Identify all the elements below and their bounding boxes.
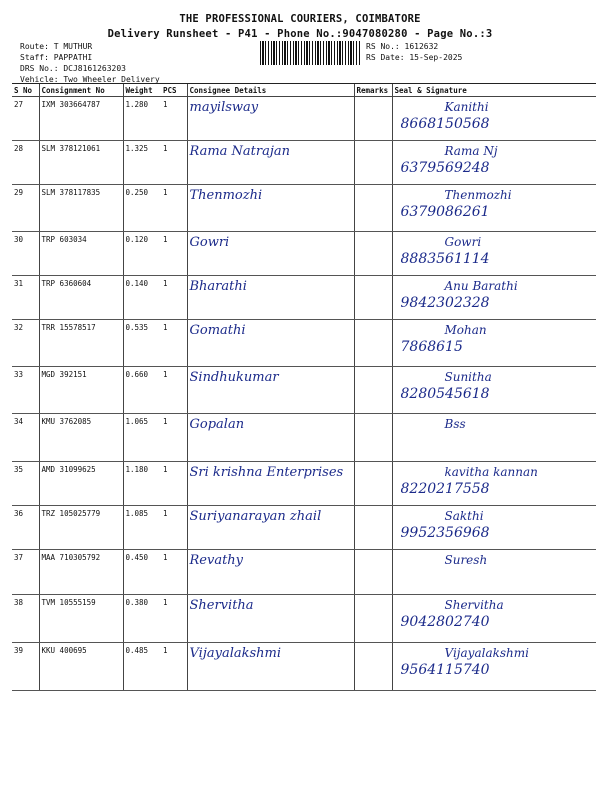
pcs-cell: 1: [161, 550, 187, 595]
consignee-handwriting: Sindhukumar: [189, 370, 279, 385]
remarks-cell: [354, 367, 392, 414]
consignment-cell: TRZ 105025779: [39, 506, 123, 550]
consignment-cell: SLM 378117835: [39, 185, 123, 232]
rs-date-text: RS Date: 15-Sep-2025: [366, 53, 463, 62]
signature-phone: 7868615: [400, 339, 463, 355]
runsheet-title: Delivery Runsheet - P41 - Phone No.:9047080280 - Page No.:3: [107, 28, 493, 40]
table-header-row: [12, 84, 596, 97]
col-pcs: PCS: [161, 84, 187, 97]
signature-handwriting: Thenmozhi: [444, 188, 512, 202]
pcs-cell: 1: [161, 232, 187, 276]
table-row: [12, 276, 596, 320]
consignment-cell: TRP 603034: [39, 232, 123, 276]
remarks-cell: [354, 185, 392, 232]
consignee-cell: [187, 276, 354, 320]
col-remarks: Remarks: [354, 84, 392, 97]
consignee-cell: [187, 506, 354, 550]
signature-cell: [392, 550, 596, 595]
table-row: [12, 595, 596, 643]
col-consignment: Consignment No: [39, 84, 123, 97]
consignee-cell: [187, 643, 354, 691]
consignment-cell: MAA 710305792: [39, 550, 123, 595]
signature-handwriting: Anu Barathi: [444, 279, 518, 293]
signature-phone: 8883561114: [400, 251, 490, 267]
consignment-cell: IXM 303664787: [39, 97, 123, 141]
consignee-handwriting: Sri krishna Enterprises: [189, 465, 344, 480]
table-row: [12, 414, 596, 462]
consignment-cell: TVM 10555159: [39, 595, 123, 643]
drs-text: DRS No.: DCJ8161263203: [20, 64, 126, 73]
table-row: [12, 550, 596, 595]
remarks-cell: [354, 550, 392, 595]
weight-cell: 0.120: [123, 232, 161, 276]
col-seal-signature: Seal & Signature: [392, 84, 596, 97]
consignee-handwriting: Bharathi: [189, 279, 247, 294]
pcs-cell: 1: [161, 276, 187, 320]
consignee-handwriting: Revathy: [189, 553, 244, 568]
signature-phone: 8220217558: [400, 481, 490, 497]
remarks-cell: [354, 320, 392, 367]
consignee-cell: [187, 185, 354, 232]
signature-handwriting: Gowri: [444, 235, 482, 249]
signature-phone: 6379569248: [400, 160, 490, 176]
sno-cell: 32: [12, 320, 39, 367]
pcs-cell: 1: [161, 506, 187, 550]
table-row: [12, 367, 596, 414]
weight-cell: 0.660: [123, 367, 161, 414]
weight-cell: 1.325: [123, 141, 161, 185]
signature-handwriting: kavitha kannan: [444, 465, 538, 479]
pcs-cell: 1: [161, 462, 187, 506]
sno-cell: 30: [12, 232, 39, 276]
consignee-cell: [187, 550, 354, 595]
table-row: [12, 506, 596, 550]
remarks-cell: [354, 276, 392, 320]
remarks-cell: [354, 232, 392, 276]
consignment-cell: AMD 31099625: [39, 462, 123, 506]
signature-cell: [392, 232, 596, 276]
consignment-cell: KKU 400695: [39, 643, 123, 691]
table-row: [12, 320, 596, 367]
meta-right: [366, 41, 462, 63]
table-row: [12, 462, 596, 506]
signature-cell: [392, 320, 596, 367]
meta-left: [20, 41, 160, 85]
weight-cell: 0.140: [123, 276, 161, 320]
pcs-cell: 1: [161, 141, 187, 185]
consignment-cell: SLM 378121061: [39, 141, 123, 185]
weight-cell: 1.065: [123, 414, 161, 462]
table-row: [12, 97, 596, 141]
vehicle-text: Vehicle: Two Wheeler Delivery: [20, 75, 160, 84]
remarks-cell: [354, 506, 392, 550]
pcs-cell: 1: [161, 414, 187, 462]
sno-cell: 27: [12, 97, 39, 141]
consignee-handwriting: Gomathi: [189, 323, 246, 338]
pcs-cell: 1: [161, 97, 187, 141]
consignee-cell: [187, 414, 354, 462]
staff-text: Staff: PAPPATHI: [20, 53, 93, 62]
signature-handwriting: Vijayalakshmi: [444, 646, 529, 660]
consignee-cell: [187, 141, 354, 185]
consignee-handwriting: Thenmozhi: [189, 188, 263, 203]
table-row: [12, 141, 596, 185]
sno-cell: 33: [12, 367, 39, 414]
consignment-cell: MGD 392151: [39, 367, 123, 414]
sno-cell: 28: [12, 141, 39, 185]
signature-phone: 9952356968: [400, 525, 490, 541]
consignee-handwriting: Gopalan: [189, 417, 245, 432]
signature-phone: 8280545618: [400, 386, 490, 402]
signature-handwriting: Sunitha: [444, 370, 492, 384]
weight-cell: 0.535: [123, 320, 161, 367]
sno-cell: 31: [12, 276, 39, 320]
signature-cell: [392, 97, 596, 141]
consignee-cell: [187, 367, 354, 414]
signature-phone: 9564115740: [400, 662, 490, 678]
company-title: THE PROFESSIONAL COURIERS, COIMBATORE: [179, 13, 421, 25]
signature-cell: [392, 185, 596, 232]
signature-cell: [392, 595, 596, 643]
pcs-cell: 1: [161, 320, 187, 367]
signature-phone: 6379086261: [400, 204, 490, 220]
consignee-cell: [187, 232, 354, 276]
signature-cell: [392, 367, 596, 414]
signature-handwriting: Mohan: [444, 323, 487, 337]
rs-no-text: RS No.: 1612632: [366, 42, 439, 51]
weight-cell: 0.380: [123, 595, 161, 643]
signature-handwriting: Rama Nj: [444, 144, 498, 158]
consignee-handwriting: Rama Natrajan: [189, 144, 291, 159]
consignment-cell: TRP 6360604: [39, 276, 123, 320]
table-row: [12, 643, 596, 691]
consignment-cell: KMU 3762085: [39, 414, 123, 462]
route-text: Route: T MUTHUR: [20, 42, 93, 51]
remarks-cell: [354, 643, 392, 691]
pcs-cell: 1: [161, 367, 187, 414]
sno-cell: 29: [12, 185, 39, 232]
remarks-cell: [354, 141, 392, 185]
consignment-cell: TRR 15578517: [39, 320, 123, 367]
remarks-cell: [354, 595, 392, 643]
signature-cell: [392, 643, 596, 691]
barcode: [260, 41, 360, 65]
consignee-handwriting: Gowri: [189, 235, 230, 250]
pcs-cell: 1: [161, 185, 187, 232]
sno-cell: 34: [12, 414, 39, 462]
signature-cell: [392, 506, 596, 550]
remarks-cell: [354, 97, 392, 141]
consignee-handwriting: Vijayalakshmi: [189, 646, 282, 661]
weight-cell: 0.485: [123, 643, 161, 691]
sno-cell: 38: [12, 595, 39, 643]
col-weight: Weight: [123, 84, 161, 97]
runsheet-table: [12, 83, 596, 691]
sno-cell: 36: [12, 506, 39, 550]
signature-handwriting: Kanithi: [444, 100, 489, 114]
pcs-cell: 1: [161, 595, 187, 643]
signature-handwriting: Suresh: [444, 553, 488, 567]
sno-cell: 35: [12, 462, 39, 506]
weight-cell: 1.180: [123, 462, 161, 506]
col-sno: S No: [12, 84, 39, 97]
signature-phone: 9842302328: [400, 295, 490, 311]
consignee-cell: [187, 320, 354, 367]
signature-cell: [392, 141, 596, 185]
sno-cell: 39: [12, 643, 39, 691]
consignee-cell: [187, 97, 354, 141]
col-consignee: Consignee Details: [187, 84, 354, 97]
consignee-cell: [187, 595, 354, 643]
weight-cell: 0.450: [123, 550, 161, 595]
consignee-handwriting: Suriyanarayan zhail: [189, 509, 322, 524]
table-row: [12, 232, 596, 276]
signature-phone: 8668150568: [400, 116, 490, 132]
pcs-cell: 1: [161, 643, 187, 691]
remarks-cell: [354, 462, 392, 506]
consignee-handwriting: mayilsway: [189, 100, 259, 115]
signature-cell: [392, 414, 596, 462]
table-row: [12, 185, 596, 232]
signature-cell: [392, 276, 596, 320]
signature-handwriting: Bss: [444, 417, 466, 431]
signature-phone: 9042802740: [400, 614, 490, 630]
remarks-cell: [354, 414, 392, 462]
consignee-handwriting: Shervitha: [189, 598, 254, 613]
sno-cell: 37: [12, 550, 39, 595]
signature-handwriting: Shervitha: [444, 598, 504, 612]
signature-cell: [392, 462, 596, 506]
consignee-cell: [187, 462, 354, 506]
weight-cell: 0.250: [123, 185, 161, 232]
weight-cell: 1.085: [123, 506, 161, 550]
signature-handwriting: Sakthi: [444, 509, 484, 523]
weight-cell: 1.280: [123, 97, 161, 141]
